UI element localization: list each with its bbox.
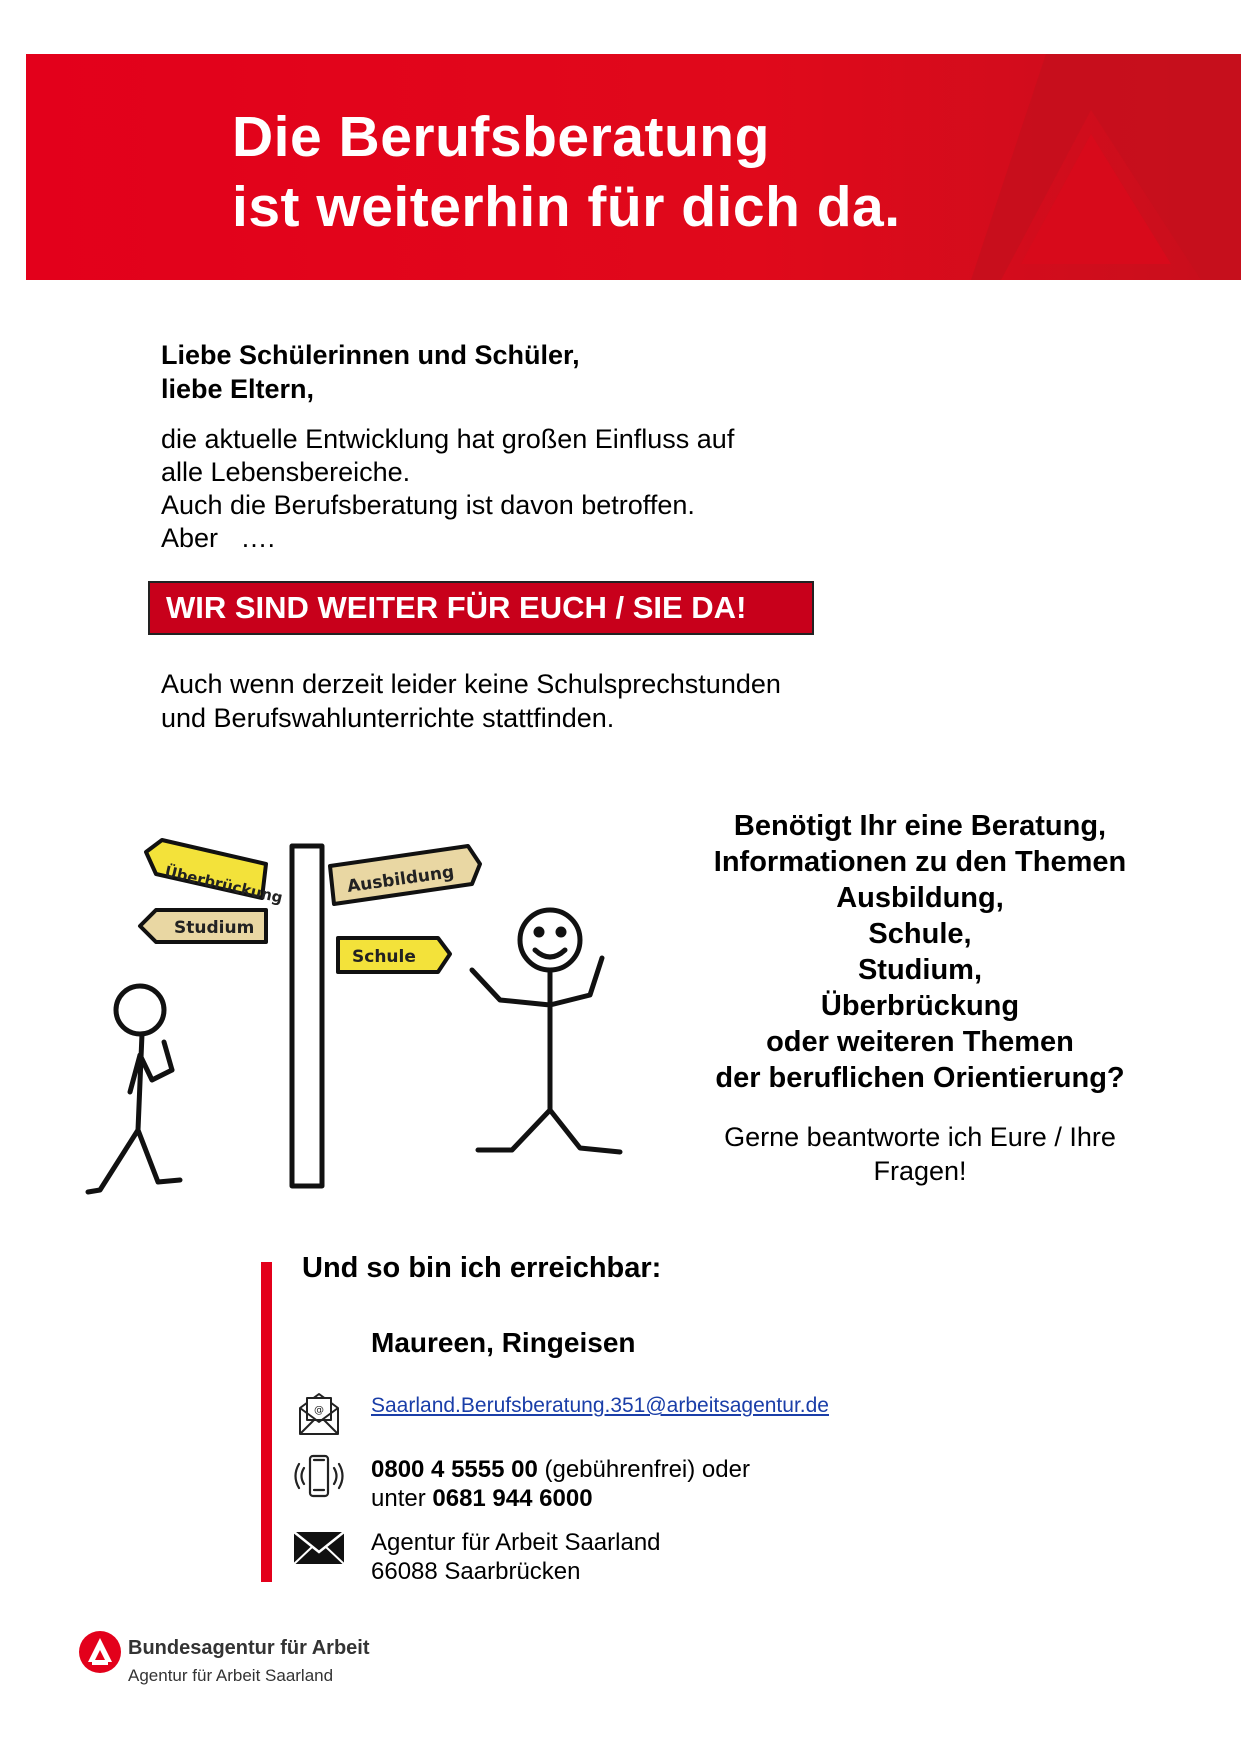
answer-text: Gerne beantworte ich Eure / Ihre Fragen! xyxy=(724,1122,1116,1186)
sign-label-ausbildung: Ausbildung xyxy=(345,862,456,897)
phone-alt-prefix: unter xyxy=(371,1485,433,1512)
postal-address xyxy=(371,1528,661,1586)
email-icon xyxy=(292,1386,346,1440)
intro-line2: alle Lebensbereiche. xyxy=(161,457,411,487)
footer-org-name: Bundesagentur für Arbeit xyxy=(128,1637,370,1659)
contact-heading: Und so bin ich erreichbar: xyxy=(302,1252,662,1284)
sign-label-ueberbrueckung: Überbrückung xyxy=(163,862,285,907)
logo-icon xyxy=(78,1630,122,1674)
phone-block xyxy=(371,1455,750,1513)
intro-line3: Auch die Berufsberatung ist davon betroffen. xyxy=(161,490,695,520)
intro-paragraph xyxy=(161,423,734,555)
question-line: Benötigt Ihr eine Beratung, xyxy=(733,810,1107,842)
question-line: Informationen zu den Themen xyxy=(713,846,1127,878)
sign-label-studium: Studium xyxy=(174,918,255,938)
phone-free-number[interactable]: 0800 4 5555 00 xyxy=(371,1456,538,1483)
banner-title-line1: Die Berufsberatung xyxy=(232,105,770,169)
signpost-illustration xyxy=(80,830,640,1200)
question-line: Ausbildung, xyxy=(836,882,1004,914)
address-line2: 66088 Saarbrücken xyxy=(371,1558,581,1585)
question-line: der beruflichen Orientierung? xyxy=(715,1062,1125,1094)
contact-accent-bar xyxy=(261,1262,272,1582)
greeting-line2: liebe Eltern, xyxy=(161,374,315,404)
aside-paragraph xyxy=(161,667,781,735)
intro-line4: Aber …. xyxy=(161,523,276,553)
question-line: oder weiteren Themen xyxy=(766,1026,1074,1058)
banner-title xyxy=(232,102,901,242)
envelope-icon xyxy=(292,1520,346,1574)
aside-line1: Auch wenn derzeit leider keine Schulsprechstunden xyxy=(161,669,781,699)
header-banner xyxy=(26,54,1241,280)
svg-text:@: @ xyxy=(314,1405,324,1416)
address-line1: Agentur für Arbeit Saarland xyxy=(371,1529,661,1556)
footer-org-sub: Agentur für Arbeit Saarland xyxy=(128,1666,334,1685)
question-line: Studium, xyxy=(857,954,983,986)
question-line: Überbrückung xyxy=(820,990,1020,1022)
intro-line1: die aktuelle Entwicklung hat großen Einfluss auf xyxy=(161,424,735,454)
question-line: Schule, xyxy=(868,918,972,950)
aside-line2: und Berufswahlunterrichte stattfinden. xyxy=(161,703,615,733)
phone-alt-number[interactable]: 0681 944 6000 xyxy=(432,1485,593,1512)
email-link[interactable]: Saarland.Berufsberatung.351@arbeitsagentur.de xyxy=(371,1394,829,1417)
callout-banner: WIR SIND WEITER FÜR EUCH / SIE DA! xyxy=(148,581,814,635)
logo-icon xyxy=(941,54,1241,280)
greeting xyxy=(161,338,580,406)
banner-title-line2: ist weiterhin für dich da. xyxy=(232,175,901,239)
greeting-line1: Liebe Schülerinnen und Schüler, xyxy=(161,340,580,370)
question-block xyxy=(680,808,1160,1096)
phone-free-note: (gebührenfrei) oder xyxy=(537,1456,750,1483)
sign-label-schule: Schule xyxy=(352,947,416,967)
phone-icon xyxy=(292,1450,346,1504)
contact-name: Maureen, Ringeisen xyxy=(371,1327,636,1358)
